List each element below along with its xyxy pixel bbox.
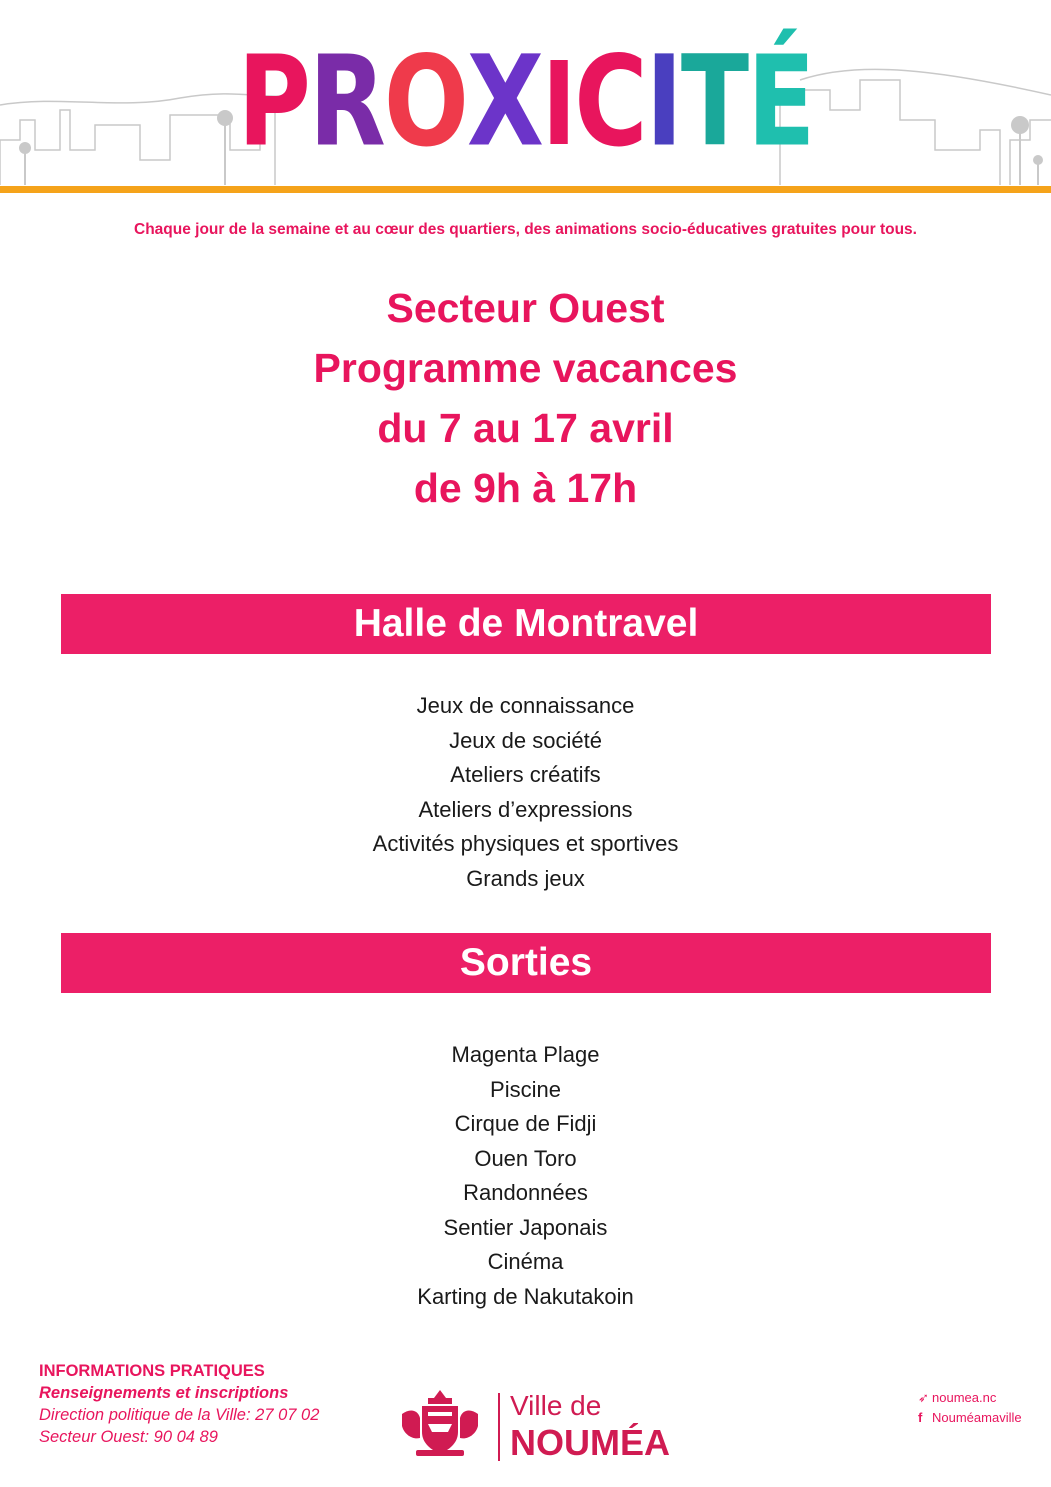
- logo-letter: É: [747, 28, 814, 175]
- logo-letter: C: [574, 28, 646, 175]
- logo-letter: R: [308, 28, 384, 175]
- facebook-text: Nouméamaville: [932, 1410, 1022, 1425]
- sortie-item: Cinéma: [487, 1249, 564, 1274]
- info-phone-secteur: Secteur Ouest: 90 04 89: [39, 1428, 218, 1446]
- sortie-item: Magenta Plage: [451, 1042, 600, 1067]
- logo-divider: [498, 1393, 500, 1461]
- halle-activity-item: Jeux de société: [449, 727, 602, 753]
- sortie-item: Piscine: [490, 1076, 561, 1102]
- logo-letter: I: [542, 37, 575, 172]
- sortie-item: Sentier Japonais: [443, 1214, 608, 1240]
- orange-divider: [0, 186, 1051, 193]
- info-subtitle: Renseignements et inscriptions: [39, 1384, 289, 1402]
- info-title: INFORMATIONS PRATIQUES: [39, 1362, 265, 1380]
- logo-letter: I: [645, 28, 681, 175]
- proxicite-logo: [0, 28, 1051, 175]
- sortie-item: Ouen Toro: [474, 1145, 577, 1171]
- practical-info: [39, 1360, 319, 1448]
- paper-plane-icon: ➶: [918, 1390, 929, 1405]
- logo-letter: X: [466, 28, 543, 175]
- title-program: Programme vacances: [313, 345, 738, 391]
- sortie-item: Randonnées: [463, 1180, 588, 1205]
- ville-de-label: Ville de: [510, 1390, 602, 1421]
- website-text: noumea.nc: [932, 1390, 997, 1405]
- halle-activity-item: Ateliers créatifs: [450, 762, 601, 787]
- title-dates: du 7 au 17 avril: [377, 405, 674, 451]
- facebook-link[interactable]: [918, 1408, 1022, 1428]
- website-link[interactable]: [918, 1388, 1022, 1408]
- tagline: Chaque jour de la semaine et au cœur des quartiers, des animations socio-éducatives gratuites pour tous.: [134, 221, 917, 238]
- logo-letter: O: [383, 28, 467, 175]
- sortie-item: Cirque de Fidji: [454, 1111, 597, 1136]
- section-heading-sorties: Sorties: [61, 933, 991, 993]
- halle-activity-item: Grands jeux: [466, 865, 585, 891]
- noumea-label: NOUMÉA: [510, 1422, 670, 1463]
- logo-letter: P: [237, 28, 309, 175]
- info-phone-direction: Direction politique de la Ville: 27 07 02: [39, 1406, 320, 1424]
- sorties-list: [0, 1038, 1051, 1314]
- halle-activities-list: [0, 689, 1051, 896]
- title-sector: Secteur Ouest: [386, 285, 665, 331]
- title-hours: de 9h à 17h: [413, 465, 638, 511]
- header-banner: [0, 0, 1051, 200]
- noumea-crest-icon: [398, 1388, 482, 1460]
- facebook-icon: f: [918, 1410, 923, 1425]
- halle-activity-item: Ateliers d’expressions: [418, 796, 633, 822]
- logo-letter: T: [680, 28, 748, 175]
- halle-activity-item: Jeux de connaissance: [416, 693, 635, 718]
- social-links: [918, 1388, 1022, 1428]
- section-heading-halle: Halle de Montravel: [61, 594, 991, 654]
- halle-activity-item: Activités physiques et sportives: [372, 831, 679, 856]
- page-title: [0, 278, 1051, 518]
- sortie-item: Karting de Nakutakoin: [417, 1283, 634, 1309]
